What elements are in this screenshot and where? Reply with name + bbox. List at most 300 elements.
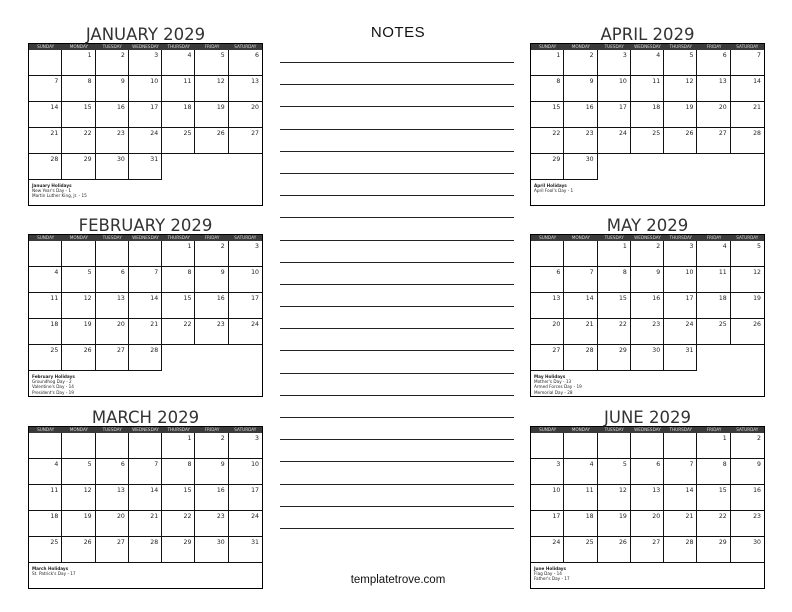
day-cell: 11 — [29, 293, 62, 319]
note-line — [280, 395, 514, 396]
weekday-label: MONDAY — [571, 235, 591, 240]
day-cell: 16 — [631, 293, 664, 319]
holidays-box — [531, 563, 764, 588]
day-cell: 9 — [195, 459, 228, 485]
day-cell: 29 — [162, 537, 195, 563]
day-cell: 31 — [229, 537, 262, 563]
weekday-label: SUNDAY — [37, 44, 55, 49]
calendar-june — [530, 407, 765, 589]
day-cell: 26 — [731, 319, 764, 345]
weekday-label: TUESDAY — [102, 235, 122, 240]
day-cell: 10 — [129, 76, 162, 102]
day-cell: 7 — [129, 267, 162, 293]
day-cell: 16 — [195, 293, 228, 319]
day-cell: 15 — [62, 102, 95, 128]
day-cell: 13 — [697, 76, 730, 102]
day-cell: 23 — [195, 319, 228, 345]
day-cell: 6 — [96, 459, 129, 485]
holiday-item: New Year's Day - 1 — [32, 188, 72, 194]
day-cell: 23 — [564, 128, 597, 154]
day-cell: 15 — [531, 102, 564, 128]
day-cell: 11 — [631, 76, 664, 102]
day-cell: 11 — [564, 485, 597, 511]
day-cell: 9 — [564, 76, 597, 102]
day-cell: 6 — [96, 267, 129, 293]
day-cell: 11 — [29, 485, 62, 511]
day-cell: 26 — [62, 345, 95, 371]
day-cell: 30 — [731, 537, 764, 563]
day-cell: 26 — [62, 537, 95, 563]
day-cell: 22 — [162, 319, 195, 345]
weekday-label: SUNDAY — [539, 427, 557, 432]
weekday-label: SUNDAY — [37, 235, 55, 240]
weekday-label: WEDNESDAY — [634, 235, 661, 240]
day-cell: 18 — [29, 319, 62, 345]
day-cell: 14 — [731, 76, 764, 102]
empty-cell — [62, 241, 95, 267]
holiday-item: April Fool's Day - 1 — [534, 188, 574, 194]
weekday-label: MONDAY — [69, 427, 89, 432]
day-cell: 1 — [162, 241, 195, 267]
empty-cell — [29, 433, 62, 459]
day-cell: 27 — [96, 345, 129, 371]
empty-cell — [195, 345, 228, 371]
month-grid — [530, 43, 765, 206]
empty-cell — [631, 154, 664, 180]
note-line — [280, 461, 514, 462]
weekday-label: THURSDAY — [669, 427, 693, 432]
day-cell: 17 — [531, 511, 564, 537]
weekday-label: SATURDAY — [736, 427, 759, 432]
day-cell: 21 — [129, 319, 162, 345]
day-cell: 30 — [96, 154, 129, 180]
day-cell: 8 — [697, 459, 730, 485]
day-cell: 4 — [162, 50, 195, 76]
day-cell: 29 — [697, 537, 730, 563]
holiday-item: Martin Luther King, Jr. - 15 — [32, 193, 87, 199]
day-cell: 19 — [62, 319, 95, 345]
weekday-label: MONDAY — [571, 44, 591, 49]
day-cell: 20 — [631, 511, 664, 537]
day-cell: 17 — [229, 293, 262, 319]
day-cell: 4 — [697, 241, 730, 267]
day-cell: 8 — [162, 459, 195, 485]
day-cell: 4 — [564, 459, 597, 485]
calendar-april — [530, 24, 765, 206]
weekday-label: MONDAY — [571, 427, 591, 432]
empty-cell — [62, 433, 95, 459]
day-cell: 27 — [96, 537, 129, 563]
empty-cell — [129, 241, 162, 267]
day-cell: 21 — [29, 128, 62, 154]
day-cell: 2 — [195, 433, 228, 459]
empty-cell — [731, 154, 764, 180]
day-cell: 22 — [531, 128, 564, 154]
day-cell: 10 — [598, 76, 631, 102]
day-cell: 30 — [195, 537, 228, 563]
holiday-item: Groundhog Day - 2 — [32, 379, 72, 385]
weekday-label: TUESDAY — [102, 427, 122, 432]
day-cell: 4 — [29, 267, 62, 293]
note-line — [280, 328, 514, 329]
note-line — [280, 84, 514, 85]
day-cell: 25 — [697, 319, 730, 345]
day-cell: 5 — [195, 50, 228, 76]
day-cell: 31 — [129, 154, 162, 180]
day-cell: 28 — [664, 537, 697, 563]
weekday-label: WEDNESDAY — [634, 44, 661, 49]
weekday-label: FRIDAY — [204, 235, 220, 240]
day-cell: 19 — [731, 293, 764, 319]
note-line — [280, 195, 514, 196]
note-line — [280, 129, 514, 130]
day-cell: 24 — [664, 319, 697, 345]
month-title: MARCH 2029 — [91, 408, 200, 427]
calendar-february — [28, 215, 263, 397]
day-cell: 19 — [62, 511, 95, 537]
day-cell: 21 — [664, 511, 697, 537]
day-cell: 24 — [598, 128, 631, 154]
day-cell: 17 — [664, 293, 697, 319]
weekday-label: SATURDAY — [736, 44, 759, 49]
day-cell: 3 — [229, 241, 262, 267]
day-cell: 15 — [162, 293, 195, 319]
empty-cell — [564, 241, 597, 267]
note-line — [280, 151, 514, 152]
day-cell: 27 — [531, 345, 564, 371]
day-cell: 4 — [631, 50, 664, 76]
day-cell: 13 — [96, 485, 129, 511]
day-cell: 2 — [195, 241, 228, 267]
empty-cell — [162, 345, 195, 371]
day-cell: 26 — [598, 537, 631, 563]
day-cell: 21 — [731, 102, 764, 128]
note-line — [280, 306, 514, 307]
day-cell: 27 — [697, 128, 730, 154]
day-cell: 26 — [195, 128, 228, 154]
day-cell: 7 — [664, 459, 697, 485]
day-cell: 2 — [96, 50, 129, 76]
day-cell: 1 — [598, 241, 631, 267]
day-cell: 20 — [96, 319, 129, 345]
day-cell: 29 — [598, 345, 631, 371]
weekday-label: SATURDAY — [234, 44, 257, 49]
day-cell: 22 — [598, 319, 631, 345]
day-cell: 5 — [664, 50, 697, 76]
weekday-label: FRIDAY — [706, 44, 722, 49]
day-cell: 13 — [531, 293, 564, 319]
day-cell: 28 — [731, 128, 764, 154]
day-cell: 1 — [162, 433, 195, 459]
note-line — [280, 373, 514, 374]
day-cell: 1 — [697, 433, 730, 459]
day-cell: 3 — [598, 50, 631, 76]
empty-cell — [96, 241, 129, 267]
empty-cell — [731, 345, 764, 371]
day-cell: 7 — [29, 76, 62, 102]
day-cell: 8 — [62, 76, 95, 102]
day-cell: 14 — [664, 485, 697, 511]
weekday-label: THURSDAY — [167, 427, 191, 432]
day-cell: 14 — [564, 293, 597, 319]
note-line — [280, 240, 514, 241]
day-cell: 16 — [96, 102, 129, 128]
day-cell: 16 — [195, 485, 228, 511]
day-cell: 13 — [229, 76, 262, 102]
day-cell: 29 — [62, 154, 95, 180]
weekday-label: SUNDAY — [37, 427, 55, 432]
note-line — [280, 528, 514, 529]
day-cell: 24 — [229, 511, 262, 537]
weekday-label: SUNDAY — [539, 44, 557, 49]
note-line — [280, 217, 514, 218]
day-cell: 6 — [531, 267, 564, 293]
day-cell: 8 — [531, 76, 564, 102]
day-cell: 10 — [531, 485, 564, 511]
day-cell: 5 — [598, 459, 631, 485]
day-cell: 25 — [631, 128, 664, 154]
empty-cell — [531, 433, 564, 459]
day-cell: 16 — [564, 102, 597, 128]
empty-cell — [598, 154, 631, 180]
day-cell: 3 — [531, 459, 564, 485]
holidays-box — [29, 371, 262, 396]
weekday-label: WEDNESDAY — [132, 427, 159, 432]
day-cell: 17 — [129, 102, 162, 128]
weekday-label: FRIDAY — [706, 427, 722, 432]
day-cell: 21 — [564, 319, 597, 345]
day-cell: 7 — [129, 459, 162, 485]
day-cell: 7 — [564, 267, 597, 293]
month-grid — [530, 426, 765, 589]
day-cell: 16 — [731, 485, 764, 511]
day-cell: 15 — [162, 485, 195, 511]
day-cell: 6 — [631, 459, 664, 485]
day-cell: 2 — [564, 50, 597, 76]
month-title: JUNE 2029 — [604, 408, 691, 427]
holidays-box — [531, 180, 764, 205]
day-cell: 10 — [229, 267, 262, 293]
day-cell: 12 — [731, 267, 764, 293]
day-cell: 2 — [731, 433, 764, 459]
day-cell: 3 — [129, 50, 162, 76]
holiday-item: St. Patrick's Day - 17 — [32, 571, 76, 577]
month-title: FEBRUARY 2029 — [78, 216, 213, 235]
day-cell: 10 — [229, 459, 262, 485]
day-cell: 3 — [229, 433, 262, 459]
day-cell: 8 — [598, 267, 631, 293]
holidays-title: April Holidays — [534, 183, 567, 188]
holidays-title: May Holidays — [534, 374, 566, 379]
holidays-title: January Holidays — [32, 183, 72, 188]
day-cell: 13 — [96, 293, 129, 319]
day-cell: 6 — [697, 50, 730, 76]
weekday-label: WEDNESDAY — [634, 427, 661, 432]
empty-cell — [664, 433, 697, 459]
note-line — [280, 106, 514, 107]
note-line — [280, 439, 514, 440]
day-cell: 1 — [531, 50, 564, 76]
day-cell: 24 — [229, 319, 262, 345]
note-line — [280, 62, 514, 63]
day-cell: 23 — [96, 128, 129, 154]
day-cell: 20 — [531, 319, 564, 345]
holiday-item: Valentine's Day - 14 — [32, 384, 74, 390]
empty-cell — [195, 154, 228, 180]
empty-cell — [129, 433, 162, 459]
weekday-label: THURSDAY — [669, 44, 693, 49]
day-cell: 23 — [731, 511, 764, 537]
note-line — [280, 350, 514, 351]
weekday-label: MONDAY — [69, 44, 89, 49]
empty-cell — [229, 154, 262, 180]
weekday-label: TUESDAY — [604, 44, 624, 49]
month-title: APRIL 2029 — [600, 25, 695, 44]
day-cell: 6 — [229, 50, 262, 76]
note-line — [280, 484, 514, 485]
weekday-label: THURSDAY — [167, 235, 191, 240]
day-cell: 30 — [631, 345, 664, 371]
day-cell: 25 — [564, 537, 597, 563]
day-cell: 8 — [162, 267, 195, 293]
day-cell: 1 — [62, 50, 95, 76]
holidays-box — [531, 371, 764, 396]
month-grid — [530, 234, 765, 397]
note-line — [280, 284, 514, 285]
notes-title: NOTES — [370, 24, 426, 41]
month-grid — [28, 43, 263, 206]
holidays-box — [29, 180, 262, 205]
note-line — [280, 417, 514, 418]
day-cell: 12 — [664, 76, 697, 102]
weekday-label: SATURDAY — [234, 427, 257, 432]
day-cell: 23 — [631, 319, 664, 345]
holiday-item: Memorial Day - 28 — [534, 389, 573, 395]
day-cell: 24 — [531, 537, 564, 563]
empty-cell — [697, 345, 730, 371]
empty-cell — [531, 241, 564, 267]
calendar-march — [28, 407, 263, 589]
day-cell: 3 — [664, 241, 697, 267]
day-cell: 18 — [162, 102, 195, 128]
day-cell: 28 — [129, 345, 162, 371]
empty-cell — [229, 345, 262, 371]
day-cell: 18 — [631, 102, 664, 128]
weekday-label: SUNDAY — [539, 235, 557, 240]
day-cell: 28 — [29, 154, 62, 180]
day-cell: 19 — [195, 102, 228, 128]
note-line — [280, 173, 514, 174]
note-line — [280, 506, 514, 507]
holiday-item: Armed Forces Day - 19 — [534, 384, 582, 390]
footer-site: templatetrove.com — [350, 574, 446, 586]
weekday-label: SATURDAY — [234, 235, 257, 240]
day-cell: 30 — [564, 154, 597, 180]
day-cell: 12 — [62, 293, 95, 319]
day-cell: 12 — [598, 485, 631, 511]
day-cell: 14 — [29, 102, 62, 128]
weekday-label: WEDNESDAY — [132, 44, 159, 49]
day-cell: 22 — [62, 128, 95, 154]
day-cell: 21 — [129, 511, 162, 537]
month-grid — [28, 426, 263, 589]
day-cell: 15 — [598, 293, 631, 319]
weekday-label: SATURDAY — [736, 235, 759, 240]
day-cell: 12 — [195, 76, 228, 102]
day-cell: 9 — [631, 267, 664, 293]
day-cell: 10 — [664, 267, 697, 293]
day-cell: 20 — [229, 102, 262, 128]
holidays-title: June Holidays — [534, 566, 566, 571]
empty-cell — [564, 433, 597, 459]
weekday-label: THURSDAY — [669, 235, 693, 240]
weekday-label: TUESDAY — [102, 44, 122, 49]
holidays-title: February Holidays — [32, 374, 75, 379]
day-cell: 25 — [29, 345, 62, 371]
month-grid — [28, 234, 263, 397]
day-cell: 22 — [162, 511, 195, 537]
day-cell: 18 — [697, 293, 730, 319]
day-cell: 5 — [731, 241, 764, 267]
day-cell: 11 — [162, 76, 195, 102]
day-cell: 9 — [731, 459, 764, 485]
day-cell: 18 — [564, 511, 597, 537]
holiday-item: Father's Day - 17 — [534, 576, 570, 582]
day-cell: 23 — [195, 511, 228, 537]
day-cell: 24 — [129, 128, 162, 154]
day-cell: 25 — [29, 537, 62, 563]
day-cell: 7 — [731, 50, 764, 76]
note-line — [280, 262, 514, 263]
day-cell: 5 — [62, 459, 95, 485]
empty-cell — [29, 241, 62, 267]
day-cell: 26 — [664, 128, 697, 154]
day-cell: 4 — [29, 459, 62, 485]
empty-cell — [29, 50, 62, 76]
day-cell: 27 — [631, 537, 664, 563]
day-cell: 9 — [195, 267, 228, 293]
day-cell: 5 — [62, 267, 95, 293]
weekday-label: FRIDAY — [204, 44, 220, 49]
day-cell: 19 — [598, 511, 631, 537]
day-cell: 12 — [62, 485, 95, 511]
weekday-label: FRIDAY — [706, 235, 722, 240]
day-cell: 22 — [697, 511, 730, 537]
holidays-title: March Holidays — [32, 566, 69, 571]
day-cell: 20 — [96, 511, 129, 537]
day-cell: 29 — [531, 154, 564, 180]
holidays-box — [29, 563, 262, 588]
day-cell: 25 — [162, 128, 195, 154]
day-cell: 14 — [129, 293, 162, 319]
day-cell: 20 — [697, 102, 730, 128]
day-cell: 9 — [96, 76, 129, 102]
holiday-item: Mother's Day - 13 — [534, 379, 572, 385]
empty-cell — [162, 154, 195, 180]
month-title: JANUARY 2029 — [85, 25, 206, 44]
notes-lines — [280, 62, 514, 550]
day-cell: 14 — [129, 485, 162, 511]
holiday-item: Flag Day - 14 — [534, 571, 562, 577]
day-cell: 15 — [697, 485, 730, 511]
day-cell: 27 — [229, 128, 262, 154]
day-cell: 2 — [631, 241, 664, 267]
calendar-january — [28, 24, 263, 206]
day-cell: 28 — [564, 345, 597, 371]
weekday-label: MONDAY — [69, 235, 89, 240]
weekday-label: TUESDAY — [604, 427, 624, 432]
day-cell: 31 — [664, 345, 697, 371]
